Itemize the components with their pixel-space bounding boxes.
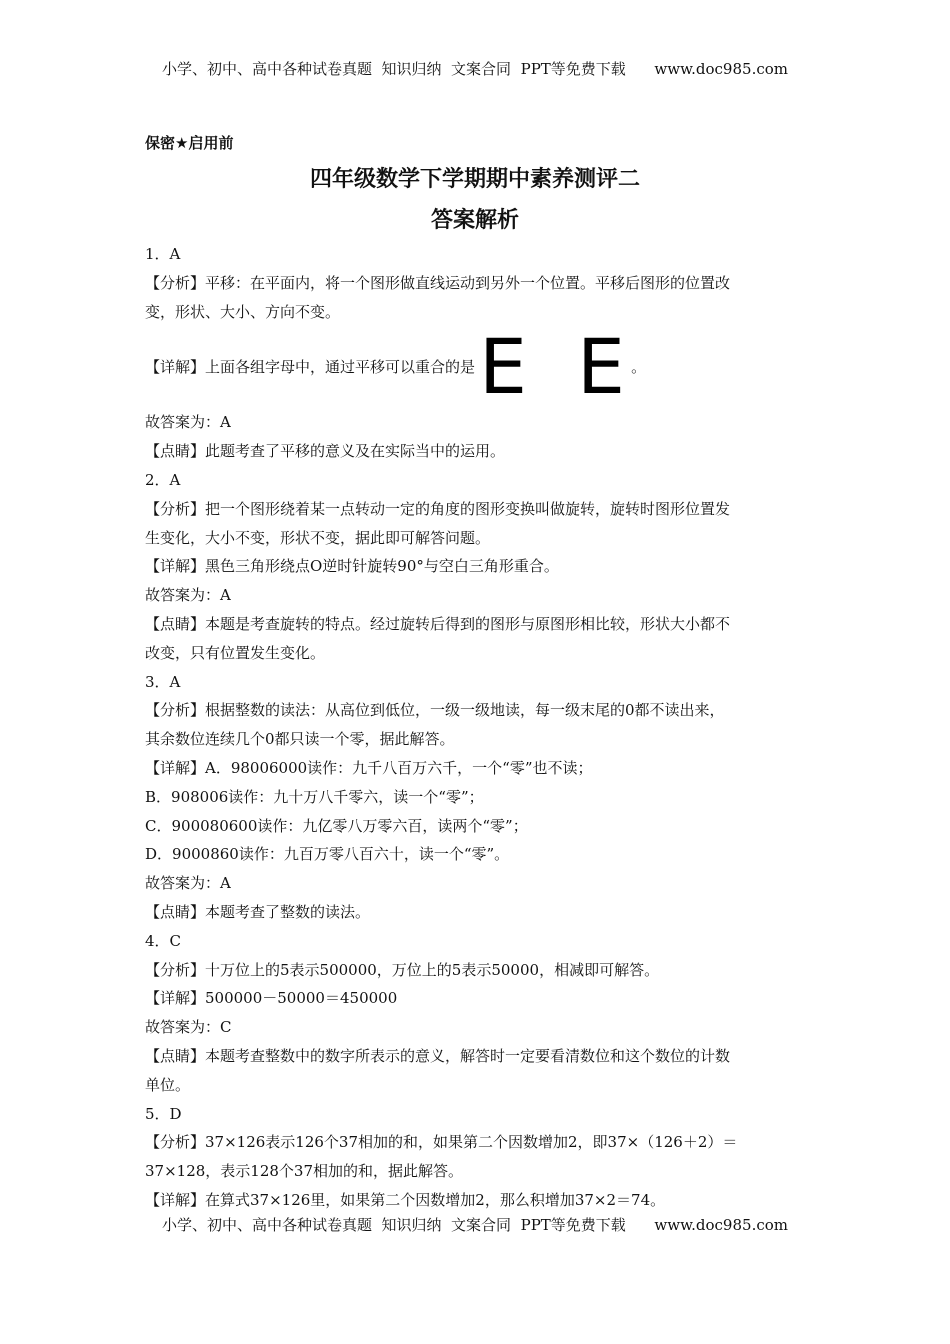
q2-note-line1: 【点睛】本题是考查旋转的特点。经过旋转后得到的图形与原图形相比较，形状大小都不	[145, 614, 731, 633]
q1-analysis-line1: 【分析】平移：在平面内，将一个图形做直线运动到另外一个位置。平移后图形的位置改	[145, 273, 731, 292]
q3-number: 3．A	[145, 672, 181, 691]
page-header: 小学、初中、高中各种试卷真题 知识归纳 文案合同 PPT等免费下载 www.doc985.com	[161, 60, 788, 78]
q1-detail-text: 【详解】上面各组字母中，通过平移可以重合的是	[145, 357, 476, 376]
q4-answer: 故答案为：C	[145, 1018, 232, 1037]
q3-detail-a: 【详解】A．98006000读作：九千八百万六千，一个“零”也不读；	[145, 758, 593, 777]
q2-detail: 【详解】黑色三角形绕点O逆时针旋转90°与空白三角形重合。	[145, 557, 559, 576]
q3-detail-c: C．900080600读作：九亿零八万零六百，读两个“零”；	[145, 816, 528, 835]
q2-answer: 故答案为：A	[145, 586, 231, 605]
q4-note-line2: 单位。	[145, 1075, 191, 1094]
document-title: 四年级数学下学期期中素养测评二	[309, 167, 640, 192]
q1-number: 1．A	[145, 245, 181, 263]
q5-detail: 【详解】在算式37×126里，如果第二个因数增加2，那么积增加37×2＝74。	[145, 1190, 666, 1209]
q3-analysis-line1: 【分析】根据整数的读法：从高位到低位，一级一级地读，每一级末尾的0都不读出来，	[145, 701, 725, 720]
q2-number: 2．A	[145, 470, 181, 489]
letter-e-figure-2: E	[577, 322, 626, 412]
q3-detail-b: B．908006读作：九十万八千零六，读一个“零”；	[145, 787, 484, 806]
q1-detail	[145, 322, 805, 412]
q1-analysis-line2: 变，形状、大小、方向不变。	[145, 302, 341, 321]
q2-analysis-line1: 【分析】把一个图形绕着某一点转动一定的角度的图形变换叫做旋转，旋转时图形位置发	[145, 499, 731, 518]
q3-analysis-line2: 其余数位连续几个0都只读一个零，据此解答。	[145, 730, 455, 749]
q1-answer: 故答案为：A	[145, 413, 231, 432]
q3-note: 【点睛】本题考查了整数的读法。	[145, 902, 371, 921]
q5-analysis-line1: 【分析】37×126表示126个37相加的和，如果第二个因数增加2，即37×（126＋2）＝	[145, 1133, 738, 1152]
answer-content	[145, 240, 805, 1215]
q4-note-line1: 【点睛】本题考查整数中的数字所表示的意义，解答时一定要看清数位和这个数位的计数	[145, 1046, 731, 1065]
q4-number: 4．C	[145, 931, 182, 950]
q3-answer: 故答案为：A	[145, 874, 231, 893]
q1-note: 【点睛】此题考查了平移的意义及在实际当中的运用。	[145, 442, 506, 461]
page-footer: 小学、初中、高中各种试卷真题 知识归纳 文案合同 PPT等免费下载 www.doc985.com	[161, 1216, 788, 1234]
q4-analysis: 【分析】十万位上的5表示500000，万位上的5表示50000，相减即可解答。	[145, 960, 660, 979]
letter-e-figure-1: E	[479, 322, 528, 412]
q2-note-line2: 改变，只有位置发生变化。	[145, 643, 326, 662]
q2-analysis-line2: 生变化，大小不变，形状不变，据此即可解答问题。	[145, 528, 491, 547]
document-subtitle: 答案解析	[430, 208, 519, 233]
q3-detail-d: D．9000860读作：九百万零八百六十，读一个“零”。	[145, 845, 510, 864]
q1-detail-suffix: 。	[631, 357, 647, 376]
q5-analysis-line2: 37×128，表示128个37相加的和，据此解答。	[145, 1162, 464, 1181]
q4-detail: 【详解】500000－50000＝450000	[145, 989, 398, 1008]
q5-number: 5．D	[145, 1104, 182, 1123]
confidential-label: 保密★启用前	[145, 134, 234, 152]
